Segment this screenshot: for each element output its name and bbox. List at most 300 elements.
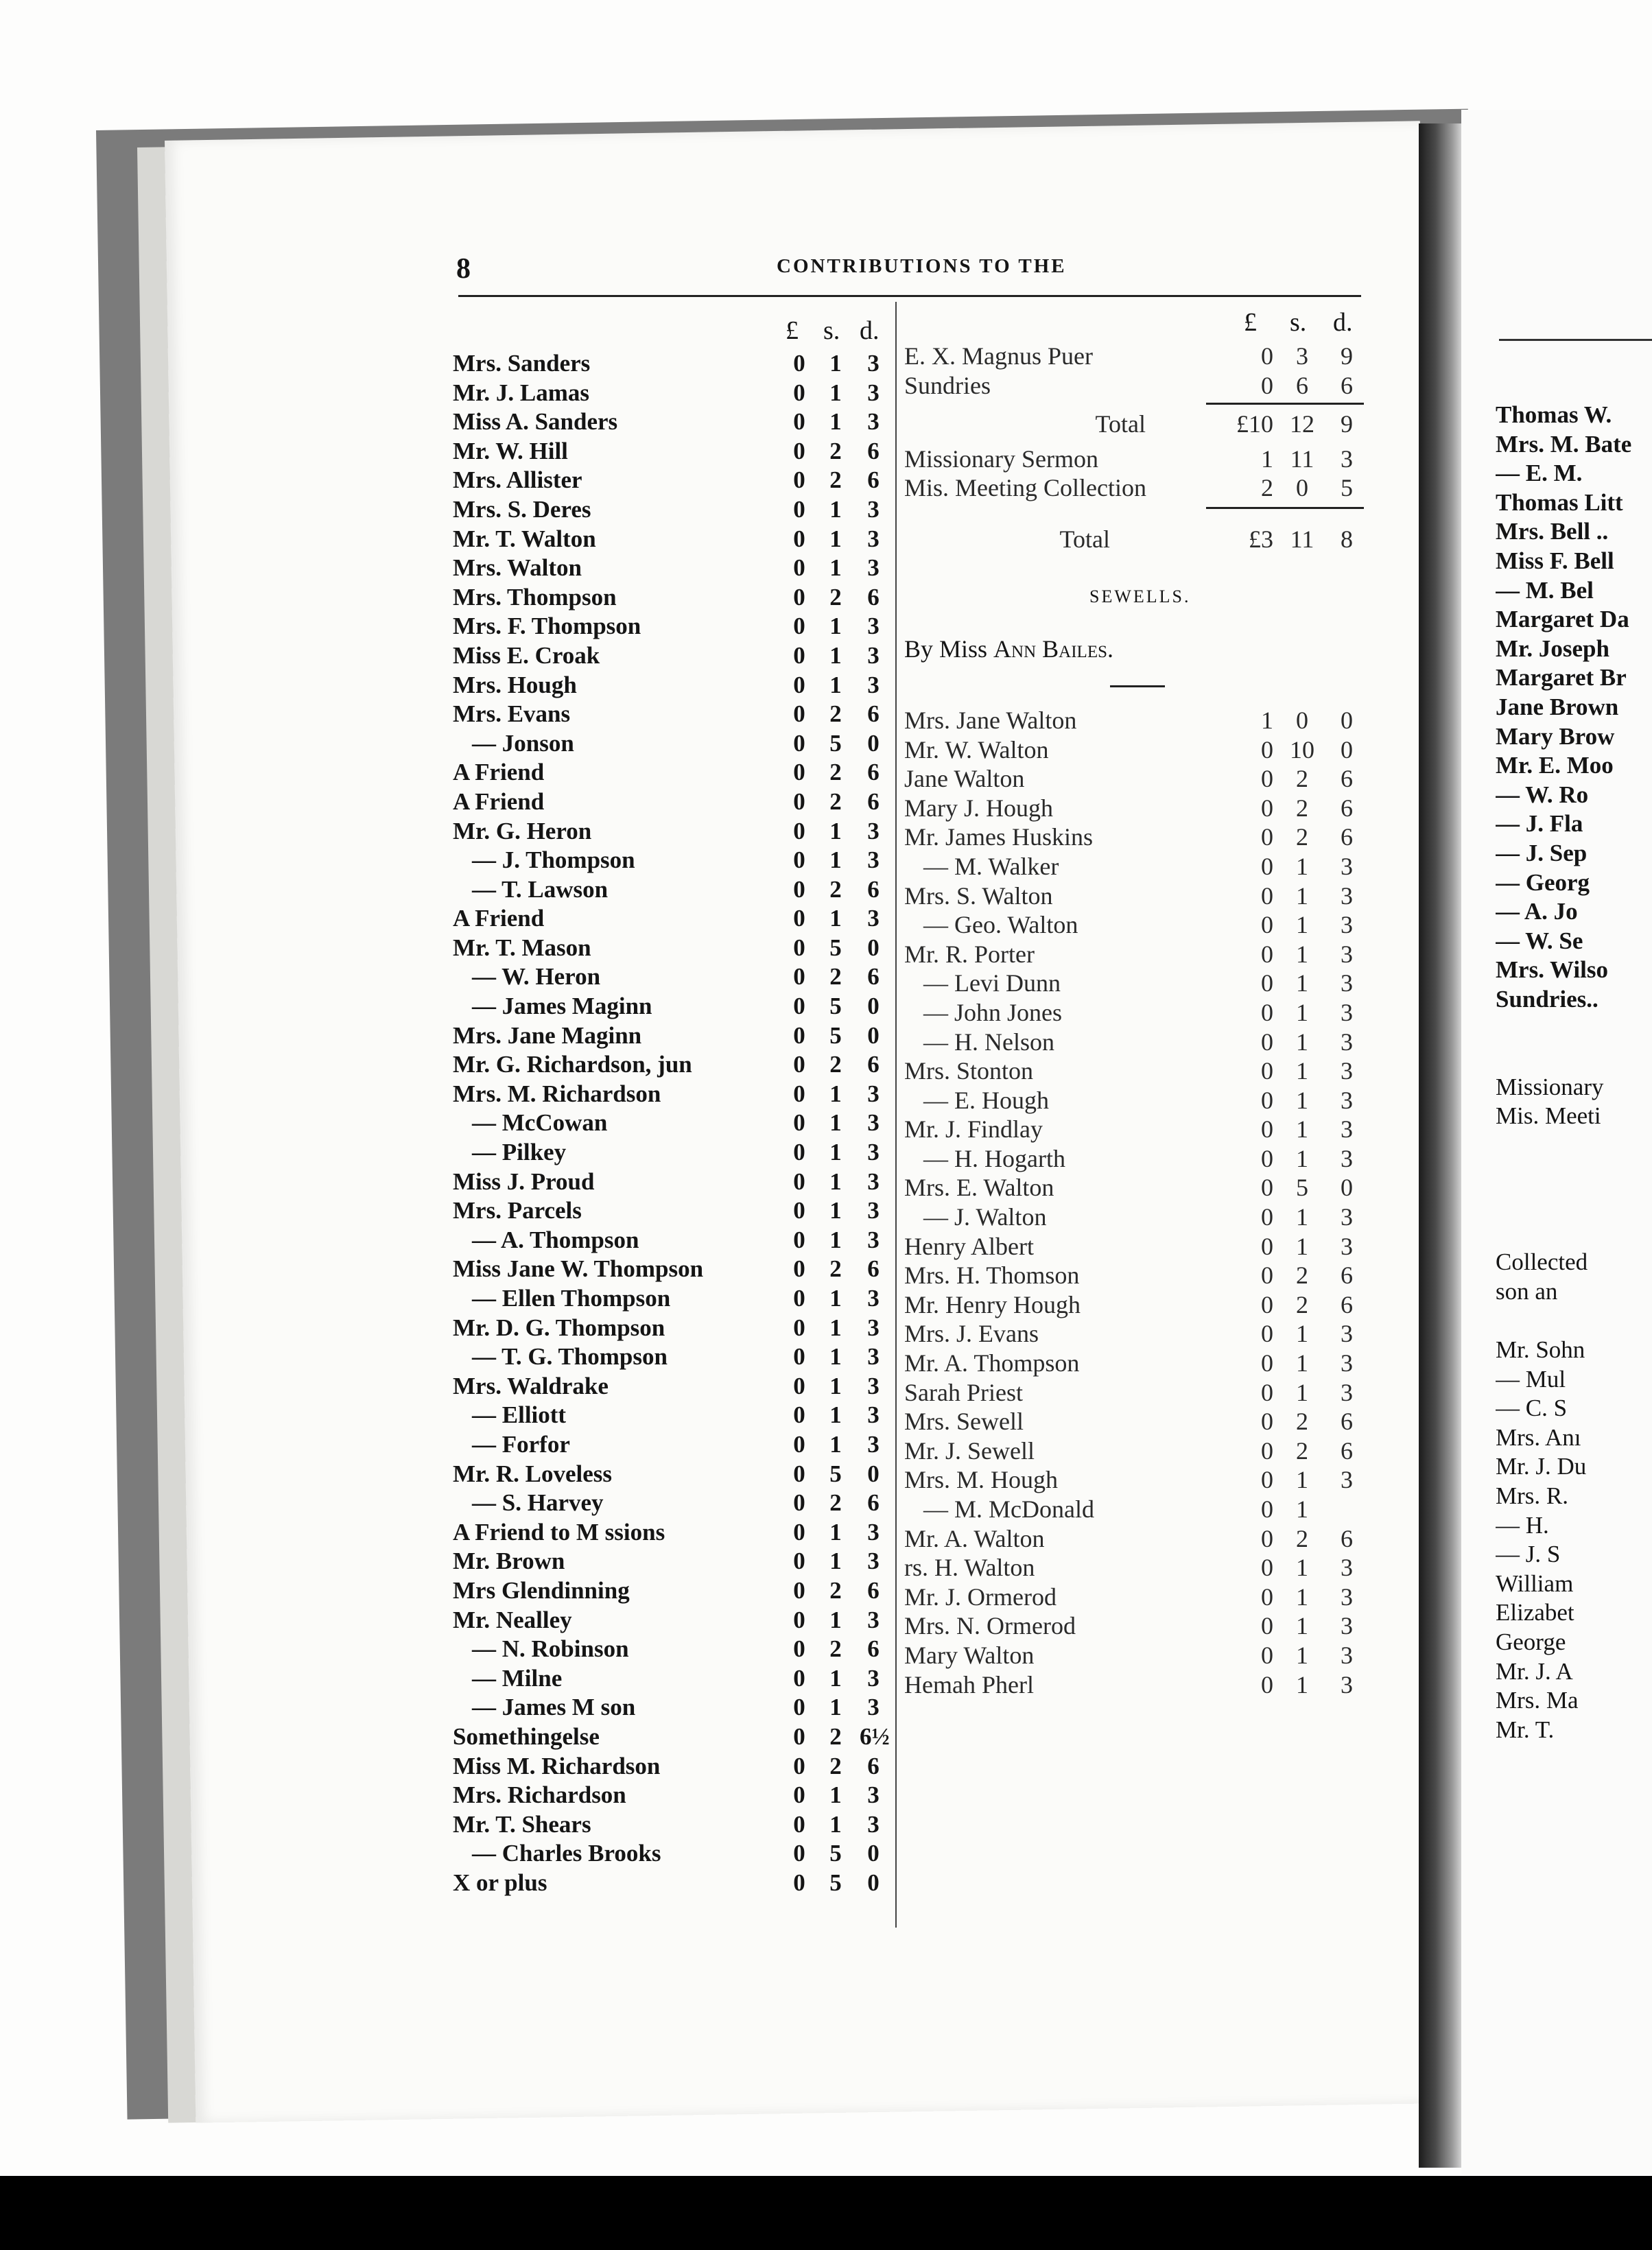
amount-pence: 3 [1341, 1086, 1353, 1114]
contribution-row [453, 379, 895, 409]
amount-shillings: 1 [1296, 1320, 1308, 1348]
amount-pounds: 0 [793, 846, 805, 874]
contributor-name: Sarah Priest [904, 1378, 1023, 1406]
sewells-contribution-row [904, 1028, 1371, 1057]
sewells-contribution-row [904, 1611, 1371, 1641]
amount-pounds: 0 [1261, 1612, 1273, 1640]
contributor-name: Mrs. H. Thomson [904, 1262, 1080, 1290]
amount-shillings: 1 [1296, 1086, 1308, 1114]
fragment-line: Mary Brow [1496, 722, 1615, 750]
fragment-line: son an [1496, 1277, 1558, 1305]
contributor-name: Miss M. Richardson [453, 1752, 661, 1779]
contributor-name: — Jonson [472, 729, 574, 757]
contribution-row [453, 1109, 895, 1139]
amount-shillings: 2 [1296, 1290, 1308, 1318]
amount-pence: 3 [1341, 911, 1353, 939]
total-rule [1206, 403, 1364, 405]
amount-pence: 3 [1341, 1641, 1353, 1669]
contributor-name: — H. Nelson [923, 1028, 1054, 1056]
amount-pence: 3 [867, 613, 880, 640]
amount-pence: 6 [867, 875, 880, 903]
amount-pence: 3 [867, 408, 880, 436]
section-heading-block [904, 567, 1371, 691]
amount-pence: 3 [867, 671, 880, 698]
contributor-name: — M. McDonald [923, 1495, 1094, 1523]
contributor-name: A Friend [453, 759, 545, 786]
contribution-row [453, 876, 895, 905]
sewells-contribution-row [904, 910, 1371, 940]
amount-shillings: 2 [829, 759, 842, 786]
contribution-row [453, 905, 895, 934]
contribution-row [453, 1314, 895, 1344]
amount-pence: 3 [867, 1548, 880, 1575]
sewells-contribution-row [904, 1203, 1371, 1232]
fragment-line: Mr. Sohn [1496, 1336, 1585, 1363]
collection-row [904, 473, 1371, 503]
contribution-row [453, 1811, 895, 1840]
amount-shillings: 1 [1296, 1466, 1308, 1494]
contributor-name: Mr. T. Walton [453, 525, 596, 552]
amount-pounds: 2 [1261, 474, 1273, 502]
contribution-row [453, 1373, 895, 1402]
fragment-line: Mis. Meeti [1496, 1102, 1601, 1130]
fragment-line: Mr. T. [1496, 1716, 1555, 1743]
amount-pounds: 0 [793, 1781, 805, 1809]
sewells-contribution-row [904, 1349, 1371, 1378]
fragment-line [1496, 1015, 1652, 1044]
contributor-name: — W. Heron [472, 963, 601, 991]
amount-shillings: 1 [1296, 969, 1308, 997]
amount-pence: 9 [1341, 342, 1353, 370]
amount-pence: 3 [867, 1606, 880, 1633]
fragment-line: — Mul [1496, 1365, 1566, 1393]
amount-pounds: 0 [1261, 1466, 1273, 1494]
amount-shillings: 5 [829, 1869, 842, 1896]
contributor-name: — Levi Dunn [923, 969, 1061, 997]
contribution-row [453, 466, 895, 496]
contribution-row [453, 584, 895, 613]
contributor-name: — E. Hough [923, 1086, 1049, 1114]
amount-pounds: 0 [793, 350, 805, 377]
amount-pounds: 0 [1261, 852, 1273, 880]
amount-shillings: 2 [829, 1722, 842, 1750]
amount-pounds: 0 [1261, 342, 1273, 370]
contributor-name: Mr. R. Loveless [453, 1460, 613, 1487]
amount-shillings: 0 [1296, 474, 1308, 502]
amount-shillings: 1 [1296, 1612, 1308, 1640]
amount-pence: 3 [867, 846, 880, 874]
amount-pence: 3 [867, 1314, 880, 1341]
sewells-contribution-row [904, 1115, 1371, 1144]
amount-shillings: 1 [829, 817, 842, 844]
amount-pence: 6 [1341, 765, 1353, 793]
amount-shillings: 1 [1296, 881, 1308, 910]
contributor-name: Mrs. M. Hough [904, 1466, 1059, 1494]
amount-pounds: 0 [1261, 1378, 1273, 1406]
amount-pence: 3 [1341, 1466, 1353, 1494]
amount-pounds: 0 [1261, 1290, 1273, 1318]
amount-pence: 6 [867, 1489, 880, 1517]
contribution-row [453, 1548, 895, 1577]
amount-pounds: 0 [793, 1489, 805, 1517]
amount-pounds: 0 [793, 1285, 805, 1312]
contributor-name: Mr. J. Ormerod [904, 1583, 1057, 1611]
amount-pounds: 0 [793, 1576, 805, 1604]
contributor-name: — A. Thompson [472, 1226, 639, 1253]
amount-pence: 6 [867, 1635, 880, 1663]
amount-pounds: 0 [793, 1548, 805, 1575]
contributor-name: Mr. G. Richardson, jun [453, 1051, 692, 1078]
contribution-row [453, 1431, 895, 1460]
total-label: Total [1095, 410, 1146, 438]
contributor-name: E. X. Magnus Puer [904, 342, 1093, 370]
amount-pence: 6 [1341, 823, 1353, 851]
amount-shillings: 1 [1296, 1349, 1308, 1377]
column-divider [895, 302, 897, 1928]
fragment-line: — C. S [1496, 1395, 1568, 1422]
amount-pence: 3 [1341, 940, 1353, 968]
contribution-row [453, 613, 895, 642]
amount-pounds: 0 [793, 817, 805, 844]
amount-pounds: 0 [793, 1694, 805, 1721]
amount-pounds: 0 [1261, 1203, 1273, 1231]
fragment-line: Mrs. Bell .. [1496, 518, 1609, 545]
amount-pence: 3 [867, 1109, 880, 1137]
fragment-line: Miss F. Bell [1496, 547, 1614, 574]
amount-pence: 3 [867, 1139, 880, 1166]
amount-pounds: 0 [793, 1021, 805, 1049]
contribution-row [453, 525, 895, 555]
amount-pounds: 0 [793, 1664, 805, 1692]
amount-pounds: 0 [1261, 1086, 1273, 1114]
contribution-row [453, 350, 895, 379]
amount-pence: 3 [867, 1080, 880, 1107]
amount-pounds: 0 [1261, 1436, 1273, 1465]
amount-shillings: 1 [829, 408, 842, 436]
contribution-row [453, 1840, 895, 1869]
fragment-line: — Georg [1496, 868, 1590, 896]
amount-pence: 3 [867, 1226, 880, 1253]
contributor-name: Mrs. Sewell [904, 1408, 1024, 1436]
amount-pounds: 0 [793, 1343, 805, 1371]
fragment-line: Mrs. M. Bate [1496, 430, 1632, 458]
amount-pence: 6 [867, 437, 880, 464]
contribution-row [453, 496, 895, 525]
contributor-name: Mr. A. Thompson [904, 1349, 1080, 1377]
amount-shillings: 1 [1296, 1028, 1308, 1056]
amount-pence: 3 [1341, 1203, 1353, 1231]
contributor-name: Mrs. Jane Maginn [453, 1021, 642, 1049]
fragment-line: — W. Se [1496, 927, 1583, 954]
contribution-row [453, 1022, 895, 1052]
amount-shillings: 1 [829, 1080, 842, 1107]
amount-shillings: 1 [829, 525, 842, 552]
contributor-name: Miss A. Sanders [453, 408, 618, 436]
amount-pounds: 0 [793, 408, 805, 436]
amount-shillings: 1 [829, 379, 842, 406]
contributor-name: — S. Harvey [472, 1489, 604, 1517]
left-column-rows [453, 350, 895, 1898]
total-pence-2: 8 [1341, 525, 1353, 553]
fragment-line: — A. Jo [1496, 898, 1578, 925]
amount-pence: 3 [867, 1372, 880, 1399]
sewells-contribution-row [904, 852, 1371, 881]
amount-pounds: 0 [1261, 969, 1273, 997]
total-pounds: £10 [1236, 410, 1273, 438]
contributor-name: A Friend [453, 905, 545, 932]
fragment-line: Collected [1496, 1248, 1588, 1276]
contributor-name: Mr. Henry Hough [904, 1290, 1081, 1318]
sewells-contribution-row [904, 706, 1371, 735]
amount-pence: 6 [1341, 1436, 1353, 1465]
amount-pounds: 0 [793, 1518, 805, 1546]
amount-pounds: 0 [793, 993, 805, 1020]
fragment-line: Elizabet [1496, 1599, 1574, 1626]
amount-pounds: 0 [793, 554, 805, 582]
contribution-row [453, 788, 895, 818]
contribution-row [453, 934, 895, 964]
sewells-contribution-row [904, 1641, 1371, 1670]
amount-shillings: 2 [829, 1752, 842, 1779]
amount-pence: 3 [1341, 1612, 1353, 1640]
contribution-row [453, 730, 895, 759]
contributor-name: Mrs. Hough [453, 671, 577, 698]
amount-shillings: 1 [829, 1343, 842, 1371]
amount-pence: 3 [867, 495, 880, 523]
contribution-row [453, 1168, 895, 1198]
sewells-contribution-row [904, 881, 1371, 911]
contribution-row [453, 700, 895, 730]
contributor-name: Mis. Meeting Collection [904, 474, 1146, 502]
contributor-name: Mrs. F. Thompson [453, 613, 641, 640]
contribution-row [453, 1080, 895, 1110]
amount-pounds: 0 [793, 1051, 805, 1078]
contributor-name: Mrs. M. Richardson [453, 1080, 661, 1107]
contributor-name: — James Maginn [472, 993, 652, 1020]
collector-name: Ann Bailes. [993, 635, 1113, 663]
contributors-column-right [904, 307, 1371, 1699]
amount-shillings: 2 [829, 1051, 842, 1078]
amount-shillings: 1 [829, 1401, 842, 1429]
amount-pence: 3 [867, 817, 880, 844]
amount-pence: 6 [867, 963, 880, 991]
contributor-name: Mr. A. Walton [904, 1524, 1045, 1552]
fragment-line: Jane Brown [1496, 693, 1619, 720]
amount-shillings: 1 [829, 1606, 842, 1633]
contributor-name: Mrs. Sanders [453, 350, 591, 377]
contributor-name: — James M son [472, 1694, 636, 1721]
sewells-contribution-row [904, 735, 1371, 765]
fragment-line: Margaret Br [1496, 664, 1627, 691]
contributor-name: — J. Thompson [472, 846, 635, 874]
pounds-header: £ [786, 316, 799, 345]
shillings-header: s. [1290, 308, 1307, 337]
sewells-contribution-row [904, 1553, 1371, 1583]
amount-pence: 3 [867, 350, 880, 377]
amount-shillings: 2 [829, 700, 842, 728]
contribution-row [453, 1460, 895, 1490]
amount-pounds: 0 [793, 1810, 805, 1838]
amount-shillings: 2 [1296, 765, 1308, 793]
amount-pence: 6 [867, 700, 880, 728]
contributor-name: Mr. Nealley [453, 1606, 572, 1633]
currency-header-right [904, 307, 1371, 342]
contributor-name: — Pilkey [472, 1139, 567, 1166]
amount-pence: 5 [1341, 474, 1353, 502]
amount-shillings: 2 [829, 788, 842, 815]
sewells-contribution-row [904, 1319, 1371, 1349]
contributor-name: — Elliott [472, 1401, 567, 1429]
amount-pounds: 0 [1261, 765, 1273, 793]
amount-pounds: 0 [793, 963, 805, 991]
amount-pence: 3 [1341, 852, 1353, 880]
total-label-2: Total [1059, 525, 1110, 553]
amount-pounds: 0 [1261, 911, 1273, 939]
amount-pence: 6½ [860, 1722, 890, 1750]
fragment-line: — W. Ro [1496, 781, 1589, 808]
amount-pounds: 0 [793, 671, 805, 698]
amount-pounds: 0 [793, 1226, 805, 1253]
sewells-contribution-row [904, 1056, 1371, 1086]
amount-pounds: 0 [793, 1752, 805, 1779]
sewells-contribution-row [904, 1524, 1371, 1554]
amount-pence: 3 [867, 641, 880, 669]
amount-pounds: 0 [793, 1139, 805, 1166]
amount-pounds: 0 [793, 729, 805, 757]
contribution-row [453, 1227, 895, 1256]
fragment-line [1496, 1220, 1652, 1249]
amount-pounds: 0 [793, 641, 805, 669]
amount-pence: 6 [867, 466, 880, 494]
section-rule [1110, 685, 1165, 687]
contributor-name: Mr. T. Shears [453, 1810, 591, 1838]
amount-pence: 3 [867, 1518, 880, 1546]
amount-pence: 6 [867, 788, 880, 815]
amount-pounds: 0 [1261, 735, 1273, 763]
amount-pence: 3 [867, 1810, 880, 1838]
amount-shillings: 1 [1296, 1057, 1308, 1085]
amount-shillings: 2 [829, 1635, 842, 1663]
sewells-contribution-row [904, 1436, 1371, 1466]
amount-pounds: 0 [793, 1314, 805, 1341]
amount-pence: 3 [1341, 445, 1353, 473]
amount-shillings: 2 [1296, 823, 1308, 851]
running-title: CONTRIBUTIONS TO THE [777, 255, 1067, 277]
contributor-name: Mr. J. Lamas [453, 379, 589, 406]
contributor-name: Missionary Sermon [904, 445, 1098, 473]
amount-pence: 3 [1341, 969, 1353, 997]
amount-pounds: 1 [1261, 445, 1273, 473]
amount-shillings: 2 [1296, 1524, 1308, 1552]
contributor-name: Mrs. Richardson [453, 1781, 626, 1809]
fragment-line: — J. S [1496, 1541, 1561, 1568]
amount-pence: 3 [867, 1197, 880, 1224]
amount-pounds: 0 [793, 905, 805, 932]
amount-pence: 0 [867, 1869, 880, 1896]
amount-shillings: 1 [829, 1139, 842, 1166]
contributor-name: Mr. G. Heron [453, 817, 592, 844]
fragment-line: — J. Fla [1496, 810, 1583, 838]
fragment-line: — M. Bel [1496, 576, 1594, 604]
contributor-name: rs. H. Walton [904, 1554, 1035, 1582]
contribution-row [453, 672, 895, 701]
amount-pence: 3 [1341, 1057, 1353, 1085]
contributor-name: — T. G. Thompson [472, 1343, 668, 1371]
amount-pence: 3 [867, 905, 880, 932]
contributor-name: Mr. J. Findlay [904, 1115, 1043, 1144]
shillings-header: s. [823, 316, 840, 345]
amount-shillings: 6 [1296, 371, 1308, 399]
amount-shillings: 1 [829, 846, 842, 874]
contributor-name: Sundries [904, 371, 991, 399]
contributor-name: Miss Jane W. Thompson [453, 1255, 704, 1283]
page-number: 8 [456, 253, 471, 285]
amount-pence: 3 [867, 379, 880, 406]
section-title: SEWELLS. [1089, 586, 1191, 606]
pence-header: d. [860, 316, 880, 345]
contributor-name: Mrs. Thompson [453, 583, 617, 611]
amount-shillings: 1 [1296, 998, 1308, 1026]
contribution-row [904, 342, 1371, 371]
right-page-head-rule [1499, 339, 1652, 341]
fragment-line: Mrs. R. [1496, 1482, 1568, 1509]
amount-pence: 3 [867, 1694, 880, 1721]
contribution-row [453, 1869, 895, 1899]
collector-line [904, 635, 1113, 663]
contributor-name: Mrs. J. Evans [904, 1320, 1039, 1348]
amount-shillings: 1 [829, 350, 842, 377]
amount-pence: 3 [1341, 1349, 1353, 1377]
sewells-contribution-row [904, 1670, 1371, 1700]
contributor-name: — John Jones [923, 998, 1063, 1026]
contributor-name: Jane Walton [904, 765, 1025, 793]
amount-pence: 3 [1341, 1028, 1353, 1056]
amount-shillings: 2 [1296, 1408, 1308, 1436]
pounds-header: £ [1244, 308, 1257, 337]
contributor-name: — N. Robinson [472, 1635, 629, 1663]
sewells-contribution-row [904, 1583, 1371, 1612]
amount-pence: 6 [1341, 1290, 1353, 1318]
amount-pence: 6 [1341, 1524, 1353, 1552]
contribution-row [453, 1577, 895, 1607]
right-mid-rows [904, 445, 1371, 503]
fragment-line: — E. M. [1496, 460, 1583, 487]
contribution-row [453, 642, 895, 672]
contribution-row [453, 1723, 895, 1753]
amount-pence: 0 [867, 993, 880, 1020]
total-shillings: 12 [1290, 410, 1314, 438]
contribution-row [453, 1607, 895, 1636]
amount-pounds: 0 [793, 1840, 805, 1867]
amount-pounds: 0 [793, 466, 805, 494]
amount-pence: 3 [867, 1343, 880, 1371]
amount-shillings: 5 [829, 1021, 842, 1049]
amount-shillings: 2 [829, 963, 842, 991]
amount-pounds: 0 [793, 1168, 805, 1195]
amount-shillings: 1 [829, 1694, 842, 1721]
amount-pounds: 0 [793, 1869, 805, 1896]
contributor-name: Mr. Brown [453, 1548, 565, 1575]
amount-shillings: 1 [829, 1810, 842, 1838]
amount-shillings: 5 [829, 729, 842, 757]
contribution-row [453, 963, 895, 993]
total-rule-2 [1206, 507, 1364, 509]
contribution-row [453, 846, 895, 876]
amount-pounds: 0 [793, 525, 805, 552]
contributor-name: Mrs. Jane Walton [904, 706, 1077, 734]
amount-pence: 0 [867, 1460, 880, 1487]
contributor-name: — Milne [472, 1664, 563, 1692]
